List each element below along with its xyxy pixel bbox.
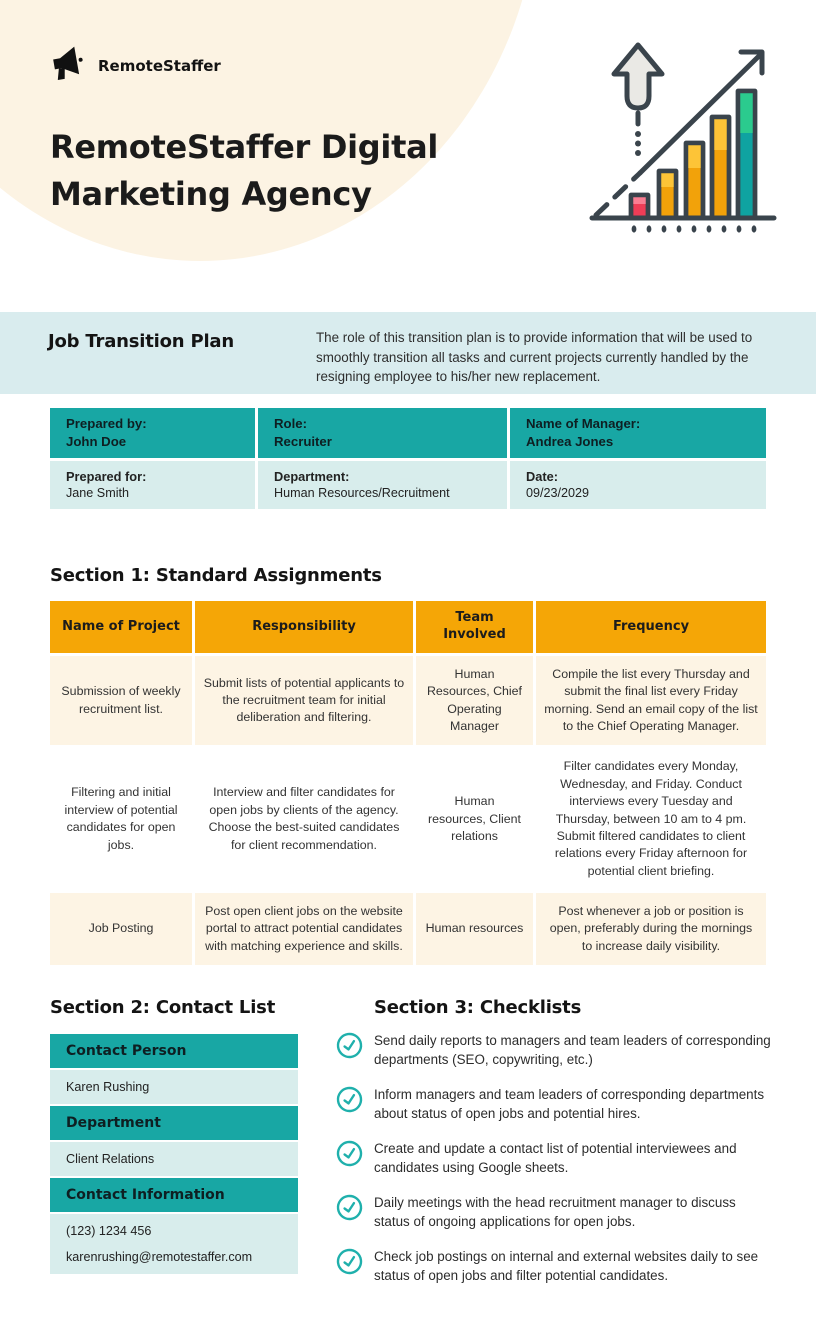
column-header: Responsibility: [195, 601, 413, 653]
check-circle-icon: [336, 1086, 363, 1118]
table-cell: Human resources, Client relations: [416, 748, 533, 890]
logo: [50, 44, 221, 87]
info-cell-department: [258, 461, 507, 509]
info-cell-manager: [510, 408, 766, 458]
info-value: Human Resources/Recruitment: [274, 485, 450, 500]
section1-heading: Section 1: Standard Assignments: [50, 565, 382, 586]
checklist-item-text: Inform managers and team leaders of corresponding departments about status of open jobs and potential hires.: [374, 1087, 765, 1122]
section2-heading: Section 2: Contact List: [50, 997, 276, 1018]
contact-field-label: Department: [50, 1106, 298, 1140]
logo-text: RemoteStaffer: [98, 56, 221, 75]
table-cell: Compile the list every Thursday and submit the final list every Friday morning. Send an email copy of the list to the Chief Operating Manager.: [536, 656, 766, 745]
info-label: Prepared by:: [66, 416, 147, 431]
table-cell: Interview and filter candidates for open jobs by clients of the agency. Choose the best-suited candidates for client recommendation.: [195, 748, 413, 890]
contact-table: [50, 1034, 298, 1274]
contact-email: karenrushing@remotestaffer.com: [66, 1250, 253, 1264]
info-label: Department:: [274, 468, 350, 484]
intro-band: [0, 312, 816, 394]
info-cell-date: [510, 461, 766, 509]
table-cell: Human resources: [416, 893, 533, 965]
baseline-dots: [632, 225, 757, 232]
checklist-item: [336, 1193, 772, 1231]
info-table: [50, 408, 766, 509]
info-value: Andrea Jones: [526, 433, 614, 449]
page-title-line2: Marketing Agency: [50, 175, 372, 213]
table-cell: Submit lists of potential applicants to the recruitment team for initial deliberation and filtering.: [195, 656, 413, 745]
info-cell-role: [258, 408, 507, 458]
growth-chart-illustration: [578, 30, 778, 250]
table-cell: Human Resources, Chief Operating Manager: [416, 656, 533, 745]
table-cell: Filter candidates every Monday, Wednesday, and Friday. Conduct interviews every Tuesday and Thursday, between 10 am to 4 pm. Submit filtered candidates to client relations every Friday afternoon for potential client briefing.: [536, 748, 766, 890]
checklist-item-text: Send daily reports to managers and team leaders of corresponding departments (SEO, copywriting, etc.): [374, 1033, 771, 1068]
table-cell: Filtering and initial interview of potential candidates for open jobs.: [50, 748, 192, 890]
contact-phone: (123) 1234 456: [66, 1224, 152, 1238]
checklist: [336, 1031, 772, 1301]
check-circle-icon: [336, 1248, 363, 1280]
contact-field-value: [50, 1214, 298, 1274]
column-header: Frequency: [536, 601, 766, 653]
check-circle-icon: [336, 1194, 363, 1226]
contact-field-label: Contact Person: [50, 1034, 298, 1068]
info-value: 09/23/2029: [526, 485, 590, 500]
table-cell: Submission of weekly recruitment list.: [50, 656, 192, 745]
contact-field-value: [50, 1142, 298, 1176]
bars: [631, 91, 755, 218]
info-value: Recruiter: [274, 433, 332, 449]
megaphone-icon: [50, 44, 86, 87]
page-title-line1: RemoteStaffer Digital: [50, 128, 439, 166]
contact-field-label: Contact Information: [50, 1178, 298, 1212]
check-circle-icon: [336, 1032, 363, 1064]
checklist-item: [336, 1247, 772, 1285]
check-circle-icon: [336, 1140, 363, 1172]
checklist-item-text: Daily meetings with the head recruitment manager to discuss status of ongoing applications for open jobs.: [374, 1195, 736, 1230]
table-cell: Job Posting: [50, 893, 192, 965]
info-value: John Doe: [66, 433, 127, 449]
checklist-item-text: Check job postings on internal and external websites daily to see status of open jobs and filter potential candidates.: [374, 1249, 759, 1284]
info-cell-prepared-by: [50, 408, 255, 458]
contact-person-name: Karen Rushing: [66, 1080, 150, 1094]
info-cell-prepared-for: [50, 461, 255, 509]
info-label: Name of Manager:: [526, 416, 641, 431]
checklist-item: [336, 1085, 772, 1123]
checklist-item: [336, 1031, 772, 1069]
page-title: [50, 124, 530, 218]
checklist-item-text: Create and update a contact list of potential interviewees and candidates using Google sheets.: [374, 1141, 737, 1176]
assignments-table: [50, 601, 766, 965]
intro-heading: Job Transition Plan: [48, 331, 234, 352]
table-cell: Post whenever a job or position is open, preferably during the mornings to increase daily visibility.: [536, 893, 766, 965]
info-label: Date:: [526, 468, 558, 484]
intro-description: The role of this transition plan is to provide information that will be used to smoothly transition all tasks and current projects currently handled by the resigning employee to his/her new replacement.: [316, 330, 753, 385]
checklist-item: [336, 1139, 772, 1177]
up-arrow-icon: [614, 45, 662, 156]
column-header: Team Involved: [416, 601, 533, 653]
info-value: Jane Smith: [66, 485, 129, 500]
column-header: Name of Project: [50, 601, 192, 653]
contact-field-value: [50, 1070, 298, 1104]
contact-department: Client Relations: [66, 1152, 155, 1166]
section3-heading: Section 3: Checklists: [374, 997, 582, 1018]
info-label: Role:: [274, 416, 307, 431]
table-cell: Post open client jobs on the website portal to attract potential candidates with matching experience and skills.: [195, 893, 413, 965]
info-label: Prepared for:: [66, 468, 147, 484]
